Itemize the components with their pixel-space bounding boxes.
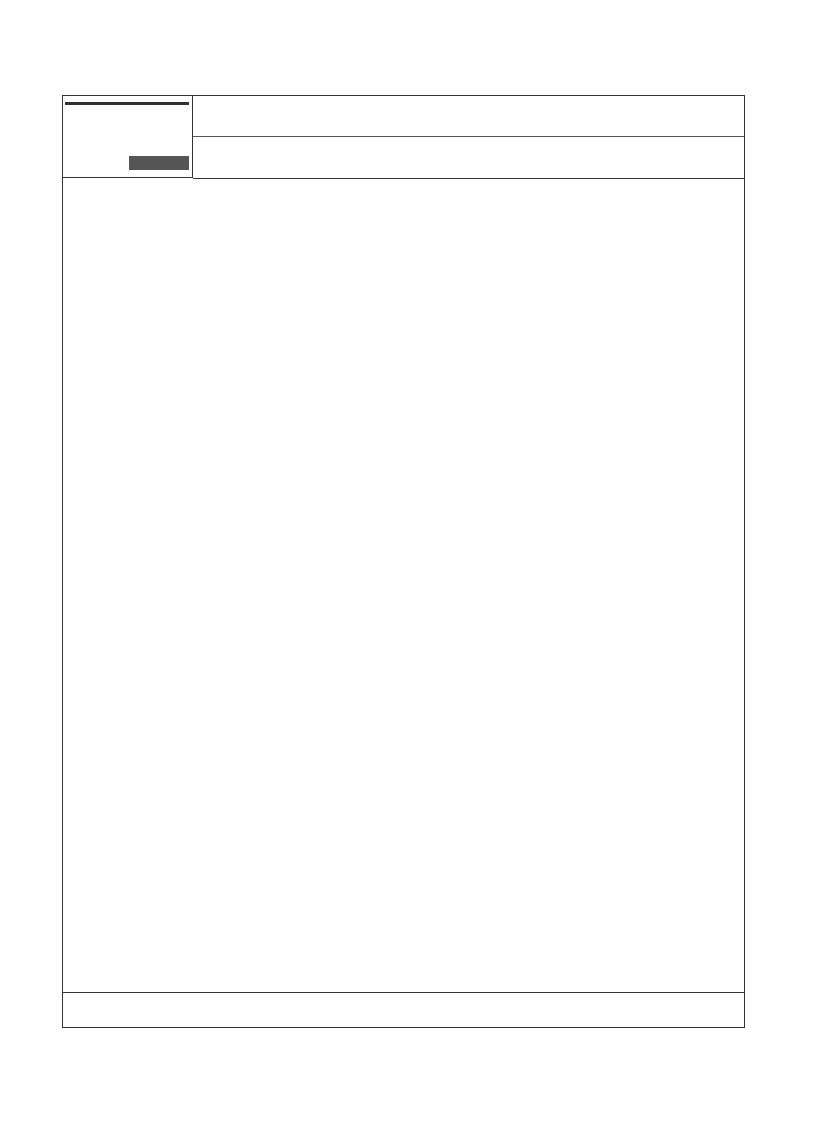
chart-derating-curve [100, 468, 350, 698]
document-title [193, 96, 744, 137]
para-light-logo [63, 96, 191, 176]
footer [63, 992, 744, 1027]
company-logo [63, 96, 193, 178]
chart-forward-current-vs-voltage [100, 205, 350, 435]
chart-view-angle [495, 752, 725, 947]
chart-luminous-vs-temperature [470, 468, 740, 698]
part-row [193, 136, 744, 179]
chart-luminous-vs-current [470, 200, 740, 435]
chart-spectrum [75, 752, 375, 952]
